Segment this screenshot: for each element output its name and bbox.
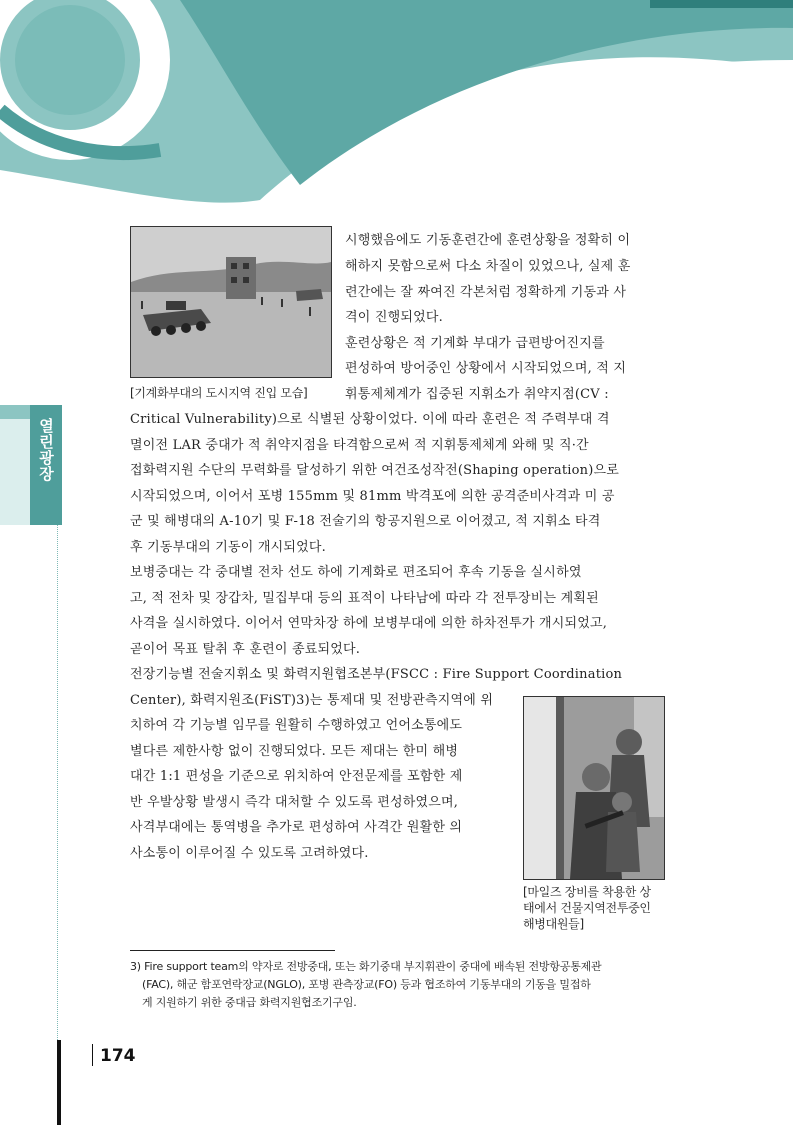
body-line: 대간 1:1 편성을 기준으로 위치하여 안전문제를 포함한 제 [130, 769, 463, 784]
body-line: 시작되었으며, 이어서 포병 155mm 및 81mm 박격포에 의한 공격준비사격과 미 공 [130, 489, 615, 504]
body-line: 별다른 제한사항 없이 진행되었다. 모든 제대는 한미 해병 [130, 744, 459, 759]
body-line: 곧이어 목표 탈취 후 훈련이 종료되었다. [130, 642, 361, 657]
body-line: 련간에는 잘 짜여진 각본처럼 정확하게 기동과 사 [345, 285, 627, 300]
margin-rule [57, 525, 58, 1040]
body-line: 멸이전 LAR 중대가 적 취약지점을 타격함으로써 적 지휘통제체계 와해 및 직·간 [130, 438, 589, 453]
photo-marines-miles [523, 696, 665, 880]
body-line: 격이 진행되었다. [345, 310, 443, 325]
body-line: 후 기동부대의 기동이 개시되었다. [130, 540, 326, 555]
photo2-caption-line: 해병대원들] [523, 917, 584, 931]
body-line: 시행했음에도 기동훈련간에 훈련상황을 정확히 이 [345, 233, 631, 248]
footnote-line: (FAC), 해군 함포연락장교(NGLO), 포병 관측장교(FO) 등과 협조하여 기동부대의 기동을 밀접하 [142, 978, 591, 991]
body-line: Critical Vulnerability)으로 식별된 상황이었다. 이에 따라 훈련은 적 주력부대 격 [130, 412, 610, 427]
body-line: 사격부대에는 통역병을 추가로 편성하여 사격간 원활한 의 [130, 820, 463, 835]
page-number: 174 [100, 1046, 136, 1066]
footnote-line: 게 지원하기 위한 중대급 화력지원협조기구임. [142, 996, 357, 1009]
body-line: 군 및 해병대의 A-10기 및 F-18 전술기의 항공지원으로 이어졌고, 적 지휘소 타격 [130, 514, 601, 529]
photo2-caption [523, 884, 671, 932]
section-label: 열린광장 [37, 418, 55, 482]
body-line: 사소통이 이루어질 수 있도록 고려하였다. [130, 846, 369, 861]
body-line: 접화력지원 수단의 무력화를 달성하기 위한 여건조성작전(Shaping operation)으로 [130, 463, 620, 478]
footnote-line: 3) Fire support team의 약자로 전방중대, 또는 화기중대 부지휘관이 중대에 배속된 전방항공통제관 [130, 960, 602, 973]
page-number-divider [92, 1044, 93, 1066]
body-line: Center), 화력지원조(FiST)3)는 통제대 및 전방관측지역에 위 [130, 693, 494, 708]
body-line: 해하지 못함으로써 다소 차질이 있었으나, 실제 훈 [345, 259, 631, 274]
body-line: 보병중대는 각 중대별 전차 선도 하에 기계화로 편조되어 후속 기동을 실시하였 [130, 565, 582, 580]
photo2-caption-line: 태에서 건물지역전투중인 [523, 901, 651, 915]
body-line: 반 우발상황 발생시 즉각 대처할 수 있도록 편성하였으며, [130, 795, 459, 810]
photo2-caption-line: [마일즈 장비를 착용한 상 [523, 885, 651, 899]
body-line: 휘통제체계가 집중된 지휘소가 취약지점(CV : [345, 387, 609, 402]
header-decoration [0, 0, 793, 210]
photo1-caption: [기계화부대의 도시지역 진입 모습] [130, 386, 308, 400]
body-line: 치하여 각 기능별 임무를 원활히 수행하였고 언어소통에도 [130, 718, 463, 733]
body-line: 전장기능별 전술지휘소 및 화력지원협조본부(FSCC : Fire Support Coordination [130, 667, 623, 682]
body-line: 편성하여 방어중인 상황에서 시작되었으며, 적 지 [345, 361, 627, 376]
page-number-bar [57, 1040, 61, 1125]
photo-mechanized-unit [130, 226, 332, 378]
body-line: 사격을 실시하였다. 이어서 연막차장 하에 보병부대에 의한 하차전투가 개시되었고, [130, 616, 608, 631]
body-line: 고, 적 전차 및 장갑차, 밀집부대 등의 표적이 나타남에 따라 각 전투장비는 계획된 [130, 591, 599, 606]
footnote-rule [130, 950, 335, 951]
body-line: 훈련상황은 적 기계화 부대가 급편방어진지를 [345, 336, 605, 351]
